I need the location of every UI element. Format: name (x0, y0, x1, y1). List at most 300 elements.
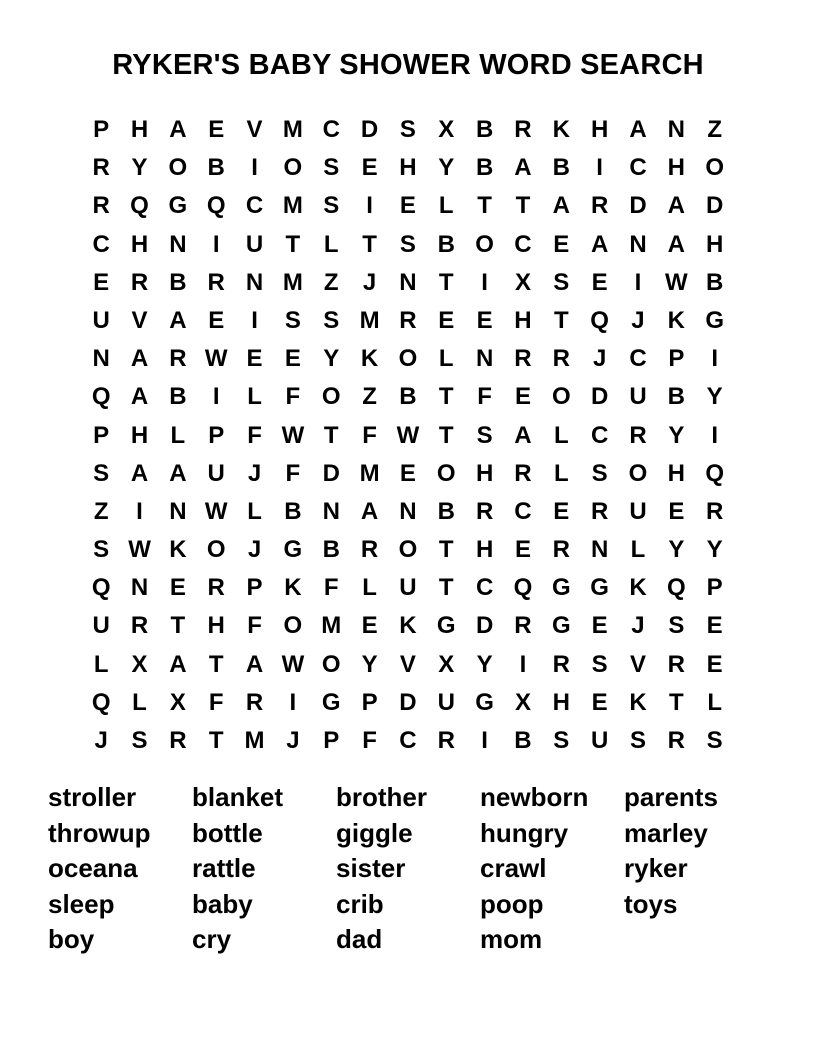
grid-letter: J (631, 306, 645, 334)
grid-letter: S (323, 192, 340, 220)
grid-letter: R (514, 345, 532, 373)
grid-row (82, 569, 734, 607)
grid-letter: R (629, 421, 647, 449)
grid-letter: R (169, 727, 187, 754)
grid-letter: D (360, 116, 379, 143)
word-list-item: baby (192, 888, 253, 919)
word-list-item: toys (624, 888, 678, 919)
grid-letter: E (208, 306, 225, 334)
grid-letter: L (630, 536, 646, 564)
grid-letter: R (360, 536, 379, 564)
word-list-item: rattle (192, 853, 256, 883)
grid-letter: N (169, 230, 187, 258)
grid-letter: S (93, 536, 110, 564)
grid-letter: B (169, 268, 187, 296)
grid-letter: C (245, 192, 264, 220)
grid-letter: A (514, 154, 532, 182)
grid-row (82, 226, 734, 264)
grid-letter: R (514, 459, 532, 487)
grid-letter: S (323, 306, 340, 334)
grid-letter: X (514, 688, 531, 716)
word-list-item: crawl (480, 853, 547, 883)
grid-letter: X (438, 650, 455, 678)
grid-letter: S (284, 306, 301, 334)
grid-letter: Q (91, 574, 111, 602)
grid-letter: W (665, 268, 688, 296)
grid-letter: Q (590, 306, 609, 334)
word-list-item: mom (480, 924, 543, 954)
grid-letter: S (399, 230, 416, 258)
grid-letter: L (323, 230, 339, 258)
grid-letter: R (92, 154, 110, 182)
grid-letter: A (667, 230, 685, 258)
grid-letter: F (208, 688, 224, 716)
grid-letter: E (553, 230, 570, 258)
grid-letter: B (475, 154, 494, 182)
grid-letter: Q (513, 574, 533, 602)
grid-letter: N (590, 536, 609, 564)
grid-letter: K (169, 536, 187, 564)
grid-letter: L (93, 650, 109, 678)
grid-row (82, 607, 734, 645)
grid-letter: I (596, 154, 603, 182)
grid-letter: N (169, 497, 187, 525)
grid-letter: O (475, 230, 494, 258)
grid-letter: S (399, 116, 416, 143)
grid-letter: U (207, 459, 225, 487)
grid-row (82, 378, 734, 416)
grid-letter: E (706, 612, 723, 640)
grid-letter: A (629, 116, 647, 143)
grid-letter: Q (91, 383, 111, 411)
grid-letter: X (169, 688, 186, 716)
grid-letter: D (399, 688, 417, 716)
grid-letter: J (247, 459, 262, 487)
grid-letter: R (207, 574, 225, 602)
grid-letter: G (705, 306, 724, 334)
grid-letter: I (289, 688, 297, 716)
grid-letter: A (552, 192, 570, 220)
grid-letter: R (514, 612, 532, 640)
grid-letter: B (667, 383, 685, 411)
letter-grid (82, 111, 734, 761)
grid-letter: F (285, 383, 301, 411)
word-list-item: dad (336, 924, 383, 954)
grid-letter: L (247, 383, 262, 411)
grid-letter: T (438, 421, 454, 449)
grid-row (82, 646, 734, 684)
word-list-item: newborn (480, 782, 589, 812)
grid-letter: H (399, 154, 417, 182)
word-list-item: poop (480, 888, 544, 919)
grid-letter: K (360, 345, 379, 373)
grid-letter: O (436, 459, 456, 487)
grid-letter: O (398, 536, 418, 564)
grid-letter: T (170, 612, 186, 640)
grid-letter: K (552, 116, 570, 143)
grid-letter: R (552, 345, 570, 373)
grid-letter: K (667, 306, 685, 334)
grid-letter: M (282, 116, 303, 143)
grid-letter: B (322, 536, 340, 564)
grid-letter: H (130, 230, 149, 258)
grid-letter: U (245, 230, 264, 258)
grid-letter: K (284, 574, 302, 602)
grid-letter: D (706, 192, 724, 220)
grid-letter: R (667, 650, 685, 678)
grid-letter: Y (131, 154, 148, 182)
grid-letter: L (553, 459, 569, 487)
grid-letter: D (475, 612, 494, 640)
word-list-item: ryker (624, 853, 688, 883)
grid-letter: J (631, 612, 645, 640)
grid-letter: Q (91, 688, 111, 716)
grid-letter: D (590, 383, 609, 411)
grid-letter: H (475, 536, 494, 564)
grid-letter: R (130, 612, 149, 640)
grid-letter: A (590, 230, 609, 258)
grid-letter: L (170, 421, 186, 449)
grid-letter: W (396, 421, 420, 449)
grid-letter: H (552, 688, 570, 716)
grid-letter: X (514, 268, 531, 296)
grid-letter: B (475, 116, 494, 143)
grid-letter: H (130, 116, 149, 143)
grid-letter: G (551, 574, 571, 602)
grid-letter: B (437, 230, 455, 258)
grid-letter: W (281, 650, 305, 678)
grid-letter: A (667, 192, 685, 220)
grid-letter: N (629, 230, 647, 258)
grid-letter: C (514, 497, 532, 525)
grid-letter: O (283, 612, 303, 640)
grid-letter: E (246, 345, 263, 373)
grid-letter: B (552, 154, 570, 182)
grid-letter: K (629, 688, 647, 716)
grid-row (82, 264, 734, 302)
grid-letter: U (399, 574, 417, 602)
grid-letter: T (208, 727, 224, 754)
grid-letter: S (131, 727, 148, 754)
grid-letter: C (514, 230, 532, 258)
grid-letter: H (590, 116, 609, 143)
grid-letter: E (361, 154, 378, 182)
grid-letter: F (247, 421, 262, 449)
grid-letter: I (212, 383, 220, 411)
grid-letter: W (128, 536, 151, 564)
word-list (48, 780, 768, 960)
grid-letter: H (706, 230, 724, 258)
grid-letter: E (514, 536, 531, 564)
grid-letter: I (136, 497, 143, 525)
grid-letter: C (590, 421, 609, 449)
grid-letter: E (361, 612, 378, 640)
grid-letter: N (667, 116, 685, 143)
grid-letter: O (321, 650, 341, 678)
grid-letter: P (208, 421, 225, 449)
grid-letter: C (629, 154, 647, 182)
grid-letter: K (629, 574, 647, 602)
grid-row (82, 684, 734, 722)
grid-letter: J (286, 727, 300, 754)
grid-letter: R (590, 497, 609, 525)
grid-letter: P (246, 574, 263, 602)
grid-letter: A (169, 306, 187, 334)
grid-letter: A (130, 383, 149, 411)
grid-letter: E (514, 383, 531, 411)
grid-letter: O (628, 459, 648, 487)
grid-letter: T (285, 230, 301, 258)
grid-letter: O (551, 383, 571, 411)
word-list-item (624, 922, 768, 958)
grid-letter: A (130, 459, 149, 487)
grid-letter: C (629, 345, 647, 373)
grid-letter: G (436, 612, 456, 640)
grid-letter: H (514, 306, 532, 334)
grid-letter: V (629, 650, 646, 678)
grid-letter: I (251, 154, 258, 182)
grid-letter: G (590, 574, 609, 602)
grid-letter: H (667, 154, 685, 182)
grid-row (82, 149, 734, 187)
grid-letter: Q (666, 574, 686, 602)
grid-letter: M (244, 727, 265, 754)
word-list-item: parents (624, 782, 718, 812)
grid-letter: E (591, 612, 608, 640)
grid-letter: P (706, 574, 723, 602)
grid-letter: U (437, 688, 455, 716)
grid-letter: I (212, 230, 220, 258)
grid-letter: G (283, 536, 303, 564)
grid-letter: O (321, 383, 341, 411)
grid-letter: E (399, 459, 416, 487)
grid-letter: O (206, 536, 226, 564)
grid-letter: R (437, 727, 455, 754)
grid-letter: E (169, 574, 186, 602)
grid-letter: N (130, 574, 149, 602)
grid-row (82, 111, 734, 149)
grid-letter: A (360, 497, 379, 525)
grid-letter: L (438, 345, 454, 373)
grid-letter: B (399, 383, 417, 411)
grid-letter: R (92, 192, 110, 220)
grid-letter: J (592, 345, 607, 373)
grid-letter: B (284, 497, 302, 525)
grid-letter: R (130, 268, 149, 296)
grid-letter: V (246, 116, 263, 143)
grid-letter: T (477, 192, 492, 220)
grid-letter: L (132, 688, 147, 716)
grid-letter: S (629, 727, 646, 754)
grid-letter: Y (361, 650, 378, 678)
grid-letter: V (399, 650, 416, 678)
page-title: RYKER'S BABY SHOWER WORD SEARCH (112, 49, 704, 81)
grid-letter: F (362, 727, 377, 754)
grid-letter: I (481, 727, 488, 754)
grid-letter: S (553, 727, 570, 754)
word-list-item: brother (336, 782, 427, 812)
grid-letter: T (438, 574, 454, 602)
grid-row (82, 722, 734, 760)
grid-letter: T (438, 536, 454, 564)
grid-letter: Z (707, 116, 722, 143)
word-list-row (48, 780, 768, 816)
grid-letter: Y (476, 650, 493, 678)
grid-row (82, 187, 734, 225)
grid-letter: E (591, 688, 608, 716)
grid-letter: O (705, 154, 724, 182)
grid-row (82, 531, 734, 569)
grid-letter: W (281, 421, 305, 449)
grid-letter: H (475, 459, 494, 487)
grid-letter: S (553, 268, 570, 296)
word-list-item: giggle (336, 817, 413, 848)
grid-letter: U (92, 306, 110, 334)
grid-letter: Z (362, 383, 377, 411)
grid-letter: L (707, 688, 722, 716)
grid-letter: G (168, 192, 188, 220)
grid-letter: C (92, 230, 110, 258)
grid-letter: N (399, 497, 417, 525)
grid-letter: G (475, 688, 494, 716)
grid-row (82, 455, 734, 493)
grid-row (82, 302, 734, 340)
grid-letter: E (591, 268, 608, 296)
grid-letter: A (245, 650, 264, 678)
grid-letter: Q (705, 459, 724, 487)
grid-letter: O (398, 345, 418, 373)
grid-letter: B (514, 727, 532, 754)
grid-letter: Y (668, 421, 685, 449)
word-list-item: crib (336, 888, 384, 919)
grid-letter: R (552, 650, 570, 678)
grid-letter: Y (323, 345, 340, 373)
grid-letter: P (323, 727, 340, 754)
grid-letter: Y (668, 536, 685, 564)
grid-letter: P (361, 688, 378, 716)
grid-letter: N (322, 497, 340, 525)
grid-letter: A (169, 116, 187, 143)
grid-letter: M (321, 612, 342, 640)
word-list-item: cry (192, 924, 232, 954)
grid-letter: O (283, 154, 303, 182)
grid-letter: A (130, 345, 149, 373)
grid-letter: T (362, 230, 377, 258)
grid-letter: G (321, 688, 341, 716)
word-list-item: sleep (48, 888, 115, 919)
grid-letter: J (247, 536, 262, 564)
grid-letter: B (437, 497, 455, 525)
grid-letter: L (553, 421, 569, 449)
grid-letter: F (477, 383, 492, 411)
grid-letter: S (668, 612, 685, 640)
grid-letter: N (399, 268, 417, 296)
grid-letter: S (476, 421, 493, 449)
grid-letter: S (591, 650, 608, 678)
grid-letter: T (323, 421, 339, 449)
grid-letter: E (553, 497, 570, 525)
grid-letter: H (207, 612, 225, 640)
grid-letter: R (667, 727, 685, 754)
grid-letter: Q (130, 192, 149, 220)
grid-letter: R (475, 497, 494, 525)
grid-letter: O (168, 154, 188, 182)
grid-letter: N (92, 345, 110, 373)
grid-letter: U (590, 727, 609, 754)
grid-letter: I (366, 192, 373, 220)
grid-letter: T (515, 192, 531, 220)
grid-letter: R (169, 345, 187, 373)
grid-letter: M (282, 192, 303, 220)
grid-letter: X (131, 650, 148, 678)
grid-letter: R (552, 536, 570, 564)
word-list-item: oceana (48, 853, 138, 883)
grid-letter: F (323, 574, 339, 602)
grid-letter: T (553, 306, 569, 334)
grid-letter: W (204, 497, 228, 525)
grid-letter: V (131, 306, 148, 334)
word-list-item: boy (48, 924, 95, 954)
grid-letter: P (668, 345, 685, 373)
word-list-row (48, 851, 768, 887)
word-list-item: marley (624, 817, 708, 848)
grid-letter: J (94, 727, 108, 754)
grid-letter: B (706, 268, 724, 296)
grid-letter: L (362, 574, 377, 602)
grid-letter: D (322, 459, 340, 487)
grid-row (82, 340, 734, 378)
word-list-item: stroller (48, 782, 137, 812)
grid-letter: D (629, 192, 647, 220)
grid-letter: S (706, 727, 723, 754)
grid-letter: E (668, 497, 685, 525)
grid-letter: T (668, 688, 684, 716)
grid-letter: I (711, 421, 718, 449)
grid-letter: C (322, 116, 340, 143)
grid-letter: C (475, 574, 494, 602)
grid-letter: I (481, 268, 488, 296)
grid-letter: E (438, 306, 455, 334)
grid-letter: E (93, 268, 110, 296)
grid-letter: A (169, 650, 187, 678)
grid-letter: R (706, 497, 724, 525)
grid-letter: R (590, 192, 609, 220)
grid-letter: H (667, 459, 685, 487)
grid-letter: X (438, 116, 455, 143)
grid-letter: M (282, 268, 303, 296)
grid-letter: M (359, 459, 380, 487)
grid-letter: L (438, 192, 454, 220)
grid-letter: I (711, 345, 718, 373)
grid-letter: N (475, 345, 494, 373)
grid-letter: B (169, 383, 187, 411)
grid-letter: J (362, 268, 377, 296)
grid-letter: K (399, 612, 417, 640)
grid-letter: F (247, 612, 262, 640)
grid-row (82, 417, 734, 455)
grid-letter: A (169, 459, 187, 487)
grid-letter: B (207, 154, 225, 182)
grid-row (82, 493, 734, 531)
grid-letter: R (514, 116, 532, 143)
grid-letter: Q (206, 192, 226, 220)
grid-letter: U (629, 383, 647, 411)
grid-letter: E (208, 116, 225, 143)
word-list-row (48, 816, 768, 852)
grid-letter: E (284, 345, 301, 373)
grid-letter: S (323, 154, 340, 182)
word-list-item: bottle (192, 817, 263, 848)
